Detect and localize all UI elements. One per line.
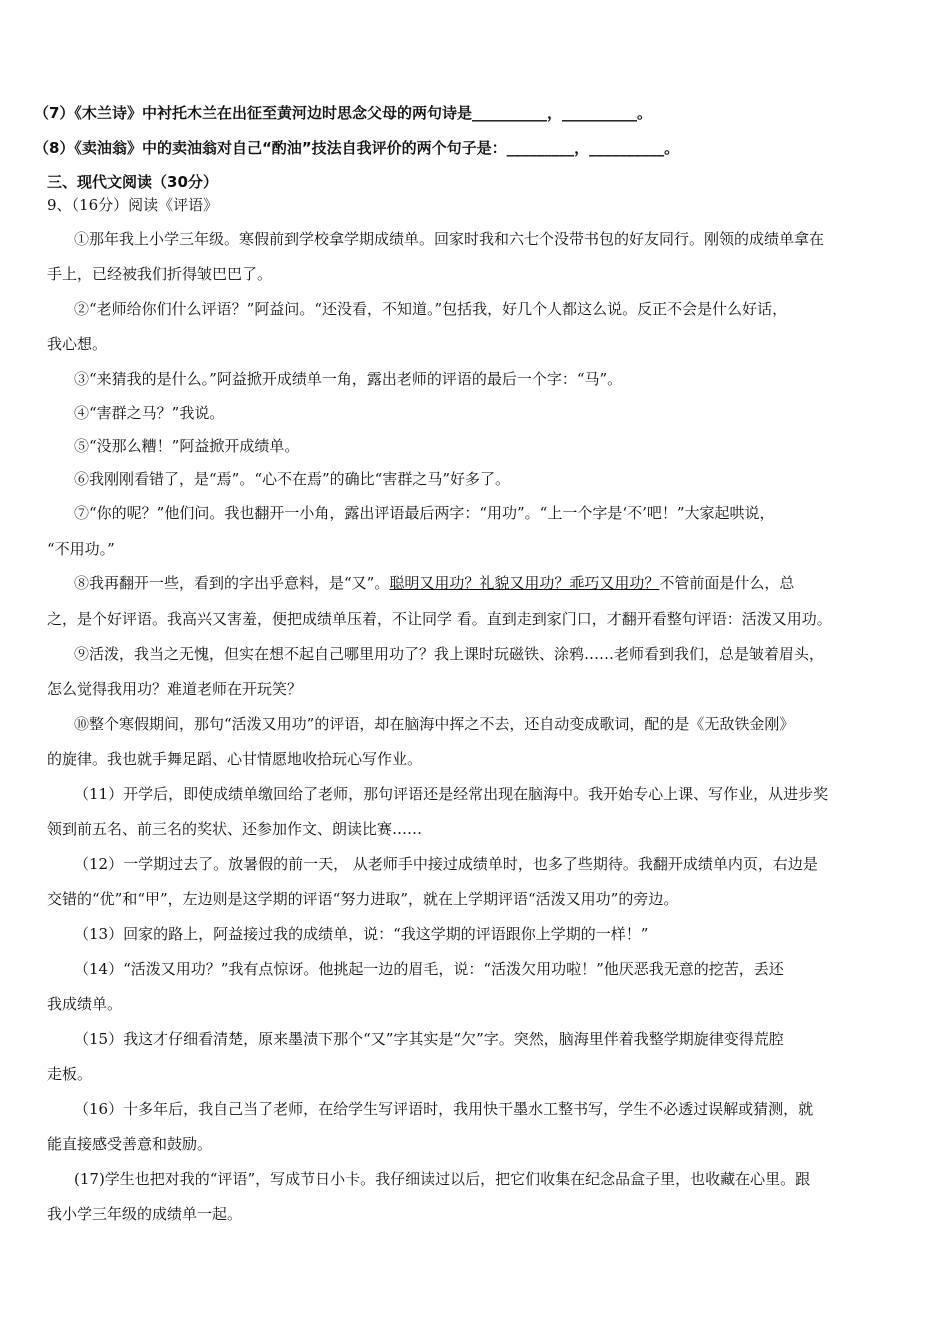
paragraph-line: ⑥我刚刚看错了，是“焉”。“心不在焉”的确比“害群之马”好多了。 <box>74 470 511 488</box>
paragraph-line: 之，是个好评语。我高兴又害羞，便把成绩单压着，不让同学 看。直到走到家门口，才翻开看整句评语：活泼又用功。 <box>47 610 832 628</box>
paragraph-line: （13）回家的路上，阿益接过我的成绩单，说：“我这学期的评语跟你上学期的一样！” <box>74 925 649 943</box>
line-part: ⑧我再翻开一些，看到的字出乎意料，是“又”。 <box>74 574 390 592</box>
paragraph-line: 能直接感受善意和鼓励。 <box>47 1135 213 1153</box>
paragraph-line: 怎么觉得我用功？难道老师在开玩笑？ <box>47 680 303 698</box>
paragraph-line: ⑤“没那么糟！”阿益掀开成绩单。 <box>74 437 300 455</box>
paragraph-line: 我小学三年级的成绩单一起。 <box>47 1205 243 1223</box>
paragraph-line: ②“老师给你们什么评语？”阿益问。“还没看，不知道。”包括我，好几个人都这么说。反正不会是什么好话， <box>74 300 788 318</box>
paragraph-line: （12）一学期过去了。放暑假的前一天， 从老师手中接过成绩单时，也多了些期待。我翻开成绩单内页，右边是 <box>74 855 818 873</box>
paragraph-line: （14）“活泼又用功？”我有点惊讶。他挑起一边的眉毛，说：“活泼欠用功啦！”他厌恶我无意的挖苦，丢还 <box>74 960 784 978</box>
paragraph-line: ⑩整个寒假期间，那句“活泼又用功”的评语，却在脑海中挥之不去，还自动变成歌词，配的是《无敌铁金刚》 <box>74 715 795 733</box>
line-part: 不管前面是什么，总 <box>659 574 795 592</box>
paragraph-line: ③“来猜我的是什么。”阿益掀开成绩单一角，露出老师的评语的最后一个字：“马”。 <box>74 370 623 388</box>
paragraph-line: （16）十多年后，我自己当了老师，在给学生写评语时，我用快干墨水工整书写，学生不必透过误解或猜测，就 <box>74 1100 814 1118</box>
paragraph-line: 我成绩单。 <box>47 995 123 1013</box>
section-heading: 三、现代文阅读（30分） <box>47 173 218 191</box>
question-7: （7）《木兰诗》中衬托木兰在出征至黄河边时思念父母的两句诗是__________，__________。 <box>34 104 652 122</box>
paragraph-line: 领到前五名、前三名的奖状、还参加作文、朗读比赛…… <box>47 820 423 838</box>
paragraph-line: （15）我这才仔细看清楚，原来墨渍下那个“又”字其实是“欠”字。突然，脑海里伴着我整学期旋律变得荒腔 <box>74 1030 784 1048</box>
paragraph-line: （11）开学后，即使成绩单缴回给了老师，那句评语还是经常出现在脑海中。我开始专心上课、写作业，从进步奖 <box>74 785 829 803</box>
underlined-sentence: 聪明又用功？礼貌又用功？乖巧又用功？ <box>389 574 660 592</box>
paragraph-line: ⑨活泼，我当之无愧，但实在想不起自己哪里用功了？我上课时玩磁铁、涂鸦……老师看到我们，总是皱着眉头， <box>74 645 825 663</box>
paragraph-line: 我心想。 <box>47 335 108 353</box>
paragraph-line: 交错的“优”和“甲”，左边则是这学期的评语“努力进取”，就在上学期评语“活泼又用功”的旁边。 <box>47 890 679 908</box>
paragraph-line: ④“害群之马？”我说。 <box>74 404 225 422</box>
paragraph-line: (17)学生也把对我的“评语”，写成节日小卡。我仔细读过以后，把它们收集在纪念品盒子里，也收藏在心里。跟 <box>74 1170 811 1188</box>
paragraph-line: 的旋律。我也就手舞足蹈、心甘情愿地收拾玩心写作业。 <box>47 750 423 768</box>
paragraph-line: 走板。 <box>47 1065 93 1083</box>
question-8: （8）《卖油翁》中的卖油翁对自己“酌油”技法自我评价的两个句子是：_________，__________。 <box>34 139 680 157</box>
paragraph-line-underlined <box>74 573 794 593</box>
paragraph-line: ⑦“你的呢？”他们问。我也翻开一小角，露出评语最后两字：“用功”。“上一个字是‘不’吧！”大家起哄说， <box>74 504 775 522</box>
paragraph-line: ①那年我上小学三年级。寒假前到学校拿学期成绩单。回家时我和六七个没带书包的好友同行。刚领的成绩单拿在 <box>74 230 825 248</box>
paragraph-line: 手上，已经被我们折得皱巴巴了。 <box>47 265 273 283</box>
question-9-title: 9、（16分）阅读《评语》 <box>47 196 219 214</box>
paragraph-line: “不用功。” <box>47 540 115 558</box>
